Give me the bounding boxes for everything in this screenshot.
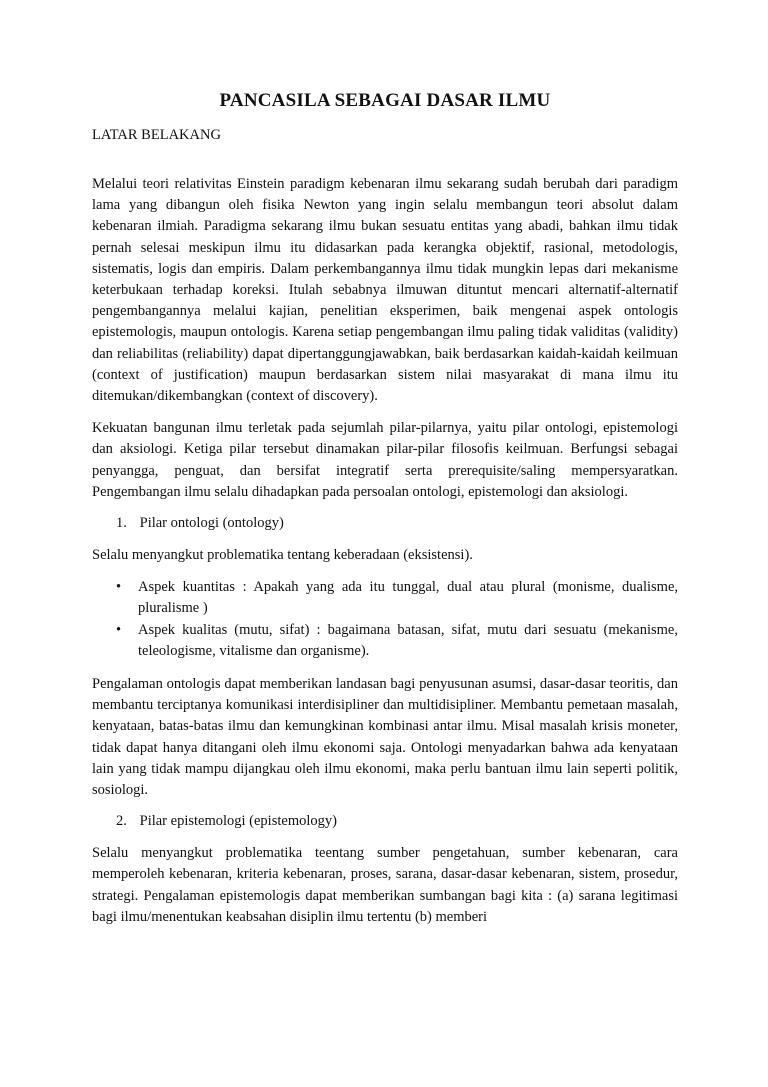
paragraph-ontology-body: Pengalaman ontologis dapat memberikan landasan bagi penyusunan asumsi, dasar-dasar teoritis, dan membantu terciptanya komunikasi interdisipliner dan multidisipliner. Membantu pemetaan masalah, kenyataan, batas-batas ilmu dan kemungkinan kombinasi antar ilmu. Misal masalah krisis moneter, tidak dapat hanya ditangani oleh ilmu ekonomi saja. Ontologi menyadarkan bahwa ada kenyataan lain yang tidak mampu dijangkau oleh ilmu ekonomi, maka perlu bantuan ilmu lain seperti politik, sosiologi. <box>92 676 678 799</box>
bullet-icon: • <box>116 621 122 638</box>
list-item <box>92 620 678 662</box>
numbered-heading-epistemology <box>92 813 678 830</box>
list-item-text: Aspek kuantitas : Apakah yang ada itu tunggal, dual atau plural (monisme, dualisme, pluralisme ) <box>138 579 678 617</box>
list-number: 2. <box>116 813 127 830</box>
bullet-icon: • <box>116 579 122 596</box>
list-heading-label: Pilar ontologi (ontology) <box>139 515 284 532</box>
numbered-heading-ontology <box>92 515 678 532</box>
paragraph-pillars: Kekuatan bangunan ilmu terletak pada sejumlah pilar-pilarnya, yaitu pilar ontologi, epistemologi dan aksiologi. Ketiga pilar tersebut dinamakan pilar-pilar filosofis keilmuan. Berfungsi sebagai penyangga, penguat, dan bersifat integratif serta prerequisite/saling mempersyaratkan. Pengembangan ilmu selalu dihadapkan pada persoalan ontologi, epistemologi dan aksiologi. <box>92 420 678 500</box>
bullet-list <box>92 577 678 662</box>
list-item-text: Aspek kualitas (mutu, sifat) : bagaimana batasan, sifat, mutu dari sesuatu (mekanisme, teleologisme, vitalisme dan organisme). <box>138 621 678 659</box>
list-heading-label: Pilar epistemologi (epistemology) <box>139 813 337 830</box>
paragraph-relativity: Melalui teori relativitas Einstein paradigm kebenaran ilmu sekarang sudah berubah dari paradigm lama yang dibangun oleh fisika Newton yang ingin selalu membangun teori absolut dalam kebenaran ilmiah. Paradigma sekarang ilmu bukan sesuatu entitas yang abadi, bahkan ilmu tidak pernah selesai meskipun ilmu itu didasarkan pada kerangka objektif, rasional, metodologis, sistematis, logis dan empiris. Dalam perkembangannya ilmu tidak mungkin lepas dari mekanisme keterbukaan terhadap koreksi. Itulah sebabnya ilmuwan dituntut mencari alternatif-alternatif pengembangannya melalui kajian, penelitian eksperimen, baik mengenai aspek ontologis epistemologis, maupun ontologis. Karena setiap pengembangan ilmu paling tidak validitas (validity) dan reliabilitas (reliability) dapat dipertanggungjawabkan, baik berdasarkan kaidah-kaidah keilmuan (context of justification) maupun berdasarkan sistem nilai masyarakat di mana ilmu itu ditemukan/dikembangkan (context of discovery). <box>92 176 678 405</box>
paragraph-ontology-intro: Selalu menyangkut problematika tentang keberadaan (eksistensi). <box>92 547 473 564</box>
document-page <box>92 90 678 939</box>
list-item <box>92 577 678 619</box>
paragraph-epistemology-body: Selalu menyangkut problematika teentang sumber pengetahuan, sumber kebenaran, cara memperoleh kebenaran, kriteria kebenaran, proses, sarana, dasar-dasar kebenaran, sistem, prosedur, strategi. Pengalaman epistemologis dapat memberikan sumbangan bagi kita : (a) sarana legitimasi bagi ilmu/menentukan keabsahan disiplin ilmu tertentu (b) memberi <box>92 845 678 925</box>
list-number: 1. <box>116 515 127 532</box>
section-heading: LATAR BELAKANG <box>92 127 221 143</box>
document-title: PANCASILA SEBAGAI DASAR ILMU <box>219 90 551 111</box>
